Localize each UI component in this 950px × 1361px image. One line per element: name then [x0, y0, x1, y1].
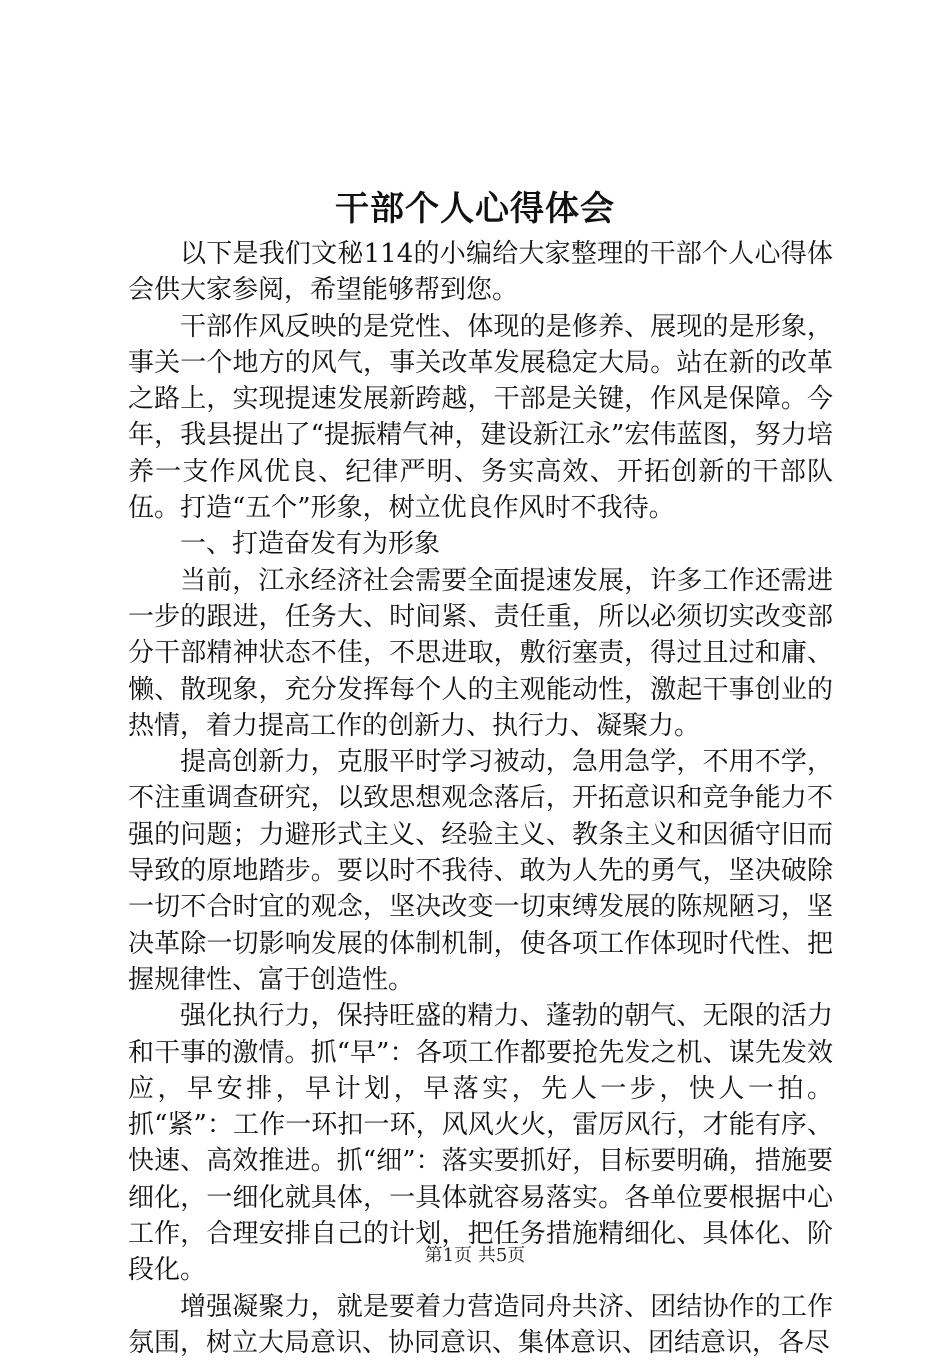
page-number-footer: 第1页 共5页 — [424, 1245, 526, 1266]
paragraph-current-situation: 当前，江永经济社会需要全面提速发展，许多工作还需进一步的跟进，任务大、时间紧、责任重，所以必须切实改变部分干部精神状态不佳，不思进取，敷衍塞责，得过且过和庸、懒、散现象，充分发挥每个人的主观能动性，激起干事创业的热情，着力提高工作的创新力、执行力、凝聚力。 — [128, 565, 833, 741]
document-title: 干部个人心得体会 — [335, 189, 615, 229]
paragraph-intro: 以下是我们文秘114的小编给大家整理的干部个人心得体会供大家参阅，希望能够帮到您。 — [128, 239, 833, 306]
paragraph-execution: 强化执行力，保持旺盛的精力、蓬勃的朝气、无限的活力和干事的激情。抓“早”：各项工作都要抢先发之机、谋先发效应，早安排，早计划，早落实，先人一步，快人一拍。抓“紧”：工作一环扣一环，风风火火，雷厉风行，才能有序、快速、高效推进。抓“细”：落实要抓好，目标要明确，措施要细化，一细化就具体，一具体就容易落实。各单位要根据中心工作，合理安排自己的计划，把任务措施精细化、具体化、阶段化。 — [128, 1001, 833, 1286]
document-body — [128, 236, 833, 1361]
paragraph-cohesion: 增强凝聚力，就是要着力营造同舟共济、团结协作的工作氛围，树立大局意识、协同意识、集体意识、团结意识，各尽 — [128, 1291, 833, 1358]
paragraph-innovation: 提高创新力，克服平时学习被动，急用急学，不用不学，不注重调查研究，以致思想观念落后，开拓意识和竞争能力不强的问题；力避形式主义、经验主义、教条主义和因循守旧而导致的原地踏步。要以时不我待、敢为人先的勇气，坚决破除一切不合时宜的观念，坚决改变一切束缚发展的陈规陋习，坚决革除一切影响发展的体制机制，使各项工作体现时代性、把握规律性、富于创造性。 — [128, 747, 833, 995]
paragraph-style-overview: 干部作风反映的是党性、体现的是修养、展现的是形象，事关一个地方的风气，事关改革发展稳定大局。站在新的改革之路上，实现提速发展新跨越，干部是关键，作风是保障。今年，我县提出了“提振精气神，建设新江永”宏伟蓝图，努力培养一支作风优良、纪律严明、务实高效、开拓创新的干部队伍。打造“五个”形象，树立优良作风时不我待。 — [128, 311, 833, 524]
section-heading: 一、打造奋发有为形象 — [180, 529, 441, 560]
